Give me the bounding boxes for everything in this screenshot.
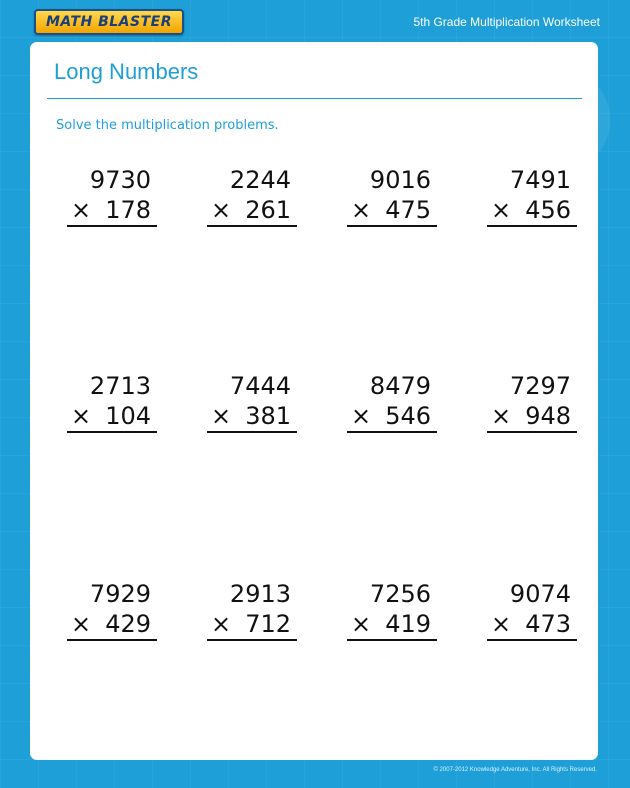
multiplier: 546 <box>385 402 431 430</box>
multiplier: 429 <box>105 610 151 638</box>
copyright-notice: © 2007-2012 Knowledge Adventure, Inc. All Rights Reserved. <box>433 767 597 773</box>
multiplicand: 7256 <box>369 580 431 608</box>
worksheet-card <box>30 42 598 760</box>
problem-12 <box>487 579 577 641</box>
multiplicand: 2913 <box>229 580 291 608</box>
math-blaster-logo: MATH BLASTER <box>34 9 184 35</box>
multiplier: 948 <box>525 402 571 430</box>
problem-3 <box>347 165 437 227</box>
multiplicand: 7297 <box>509 372 571 400</box>
multiplier-row <box>67 609 157 641</box>
problem-10 <box>207 579 297 641</box>
problem-1 <box>67 165 157 227</box>
multiply-sign: × <box>491 196 512 224</box>
multiplier: 261 <box>245 196 291 224</box>
multiplier-row <box>347 401 437 433</box>
multiplier: 475 <box>385 196 431 224</box>
problem-11 <box>347 579 437 641</box>
problem-7 <box>347 371 437 433</box>
page-title: Long Numbers <box>54 59 199 84</box>
multiplier-row <box>207 401 297 433</box>
multiplier-row <box>207 195 297 227</box>
multiplier: 712 <box>245 610 291 638</box>
worksheet-header-title: 5th Grade Multiplication Worksheet <box>413 15 600 29</box>
multiply-sign: × <box>351 402 372 430</box>
problem-9 <box>67 579 157 641</box>
multiplier: 178 <box>105 196 151 224</box>
multiplicand: 7929 <box>89 580 151 608</box>
multiplier-row <box>347 609 437 641</box>
multiplier-row <box>207 609 297 641</box>
multiply-sign: × <box>71 610 92 638</box>
multiply-sign: × <box>351 196 372 224</box>
problem-2 <box>207 165 297 227</box>
multiplier: 456 <box>525 196 571 224</box>
multiplicand: 2713 <box>89 372 151 400</box>
multiplier: 473 <box>525 610 571 638</box>
multiplicand: 9016 <box>369 166 431 194</box>
instructions: Solve the multiplication problems. <box>56 118 279 133</box>
multiplier: 381 <box>245 402 291 430</box>
multiplier: 419 <box>385 610 431 638</box>
multiplier-row <box>487 609 577 641</box>
multiplicand: 7491 <box>509 166 571 194</box>
problem-6 <box>207 371 297 433</box>
title-divider <box>47 98 582 99</box>
multiply-sign: × <box>351 610 372 638</box>
multiplier-row <box>67 401 157 433</box>
problem-5 <box>67 371 157 433</box>
multiply-sign: × <box>71 196 92 224</box>
multiply-sign: × <box>211 196 232 224</box>
multiplier-row <box>347 195 437 227</box>
multiply-sign: × <box>71 402 92 430</box>
multiplicand: 9730 <box>89 166 151 194</box>
multiplicand: 2244 <box>229 166 291 194</box>
multiplicand: 7444 <box>229 372 291 400</box>
multiply-sign: × <box>211 402 232 430</box>
multiplier: 104 <box>105 402 151 430</box>
multiplicand: 9074 <box>509 580 571 608</box>
problem-8 <box>487 371 577 433</box>
multiply-sign: × <box>491 402 512 430</box>
multiplier-row <box>487 401 577 433</box>
problem-4 <box>487 165 577 227</box>
multiply-sign: × <box>211 610 232 638</box>
multiplier-row <box>67 195 157 227</box>
multiplier-row <box>487 195 577 227</box>
multiply-sign: × <box>491 610 512 638</box>
multiplicand: 8479 <box>369 372 431 400</box>
